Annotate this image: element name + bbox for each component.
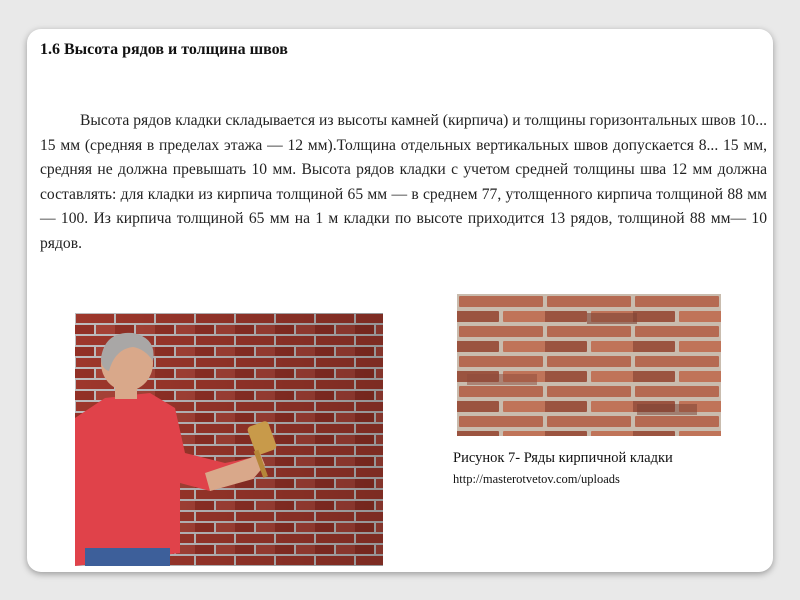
figure-caption: Рисунок 7- Ряды кирпичной кладки <box>453 450 673 466</box>
figure-source-url[interactable]: http://masterotvetov.com/uploads <box>453 472 620 486</box>
brick-rows-photo <box>457 294 721 436</box>
worker-brick-wall-photo <box>75 313 383 566</box>
body-paragraph: Высота рядов кладки складывается из высоты камней (кирпича) и толщины горизонтальных швов 10... 15 мм (средняя в пределах этажа — 12 мм).Толщина отдельных вертикальных швов допускается 8... 15 мм, средняя не должна превышать 10 мм. Высота рядов кладки с учетом средней толщины шва 12 мм должна составлять: для кладки из кирпича толщиной 65 мм — в среднем 77, утолщенного кирпича толщиной 88 мм — 100. Из кирпича толщиной 65 мм на 1 м кладки по высоте приходится 13 рядов, толщиной 88 мм— 10 рядов. <box>40 112 767 252</box>
section-title: 1.6 Высота рядов и толщина швов <box>40 41 288 58</box>
